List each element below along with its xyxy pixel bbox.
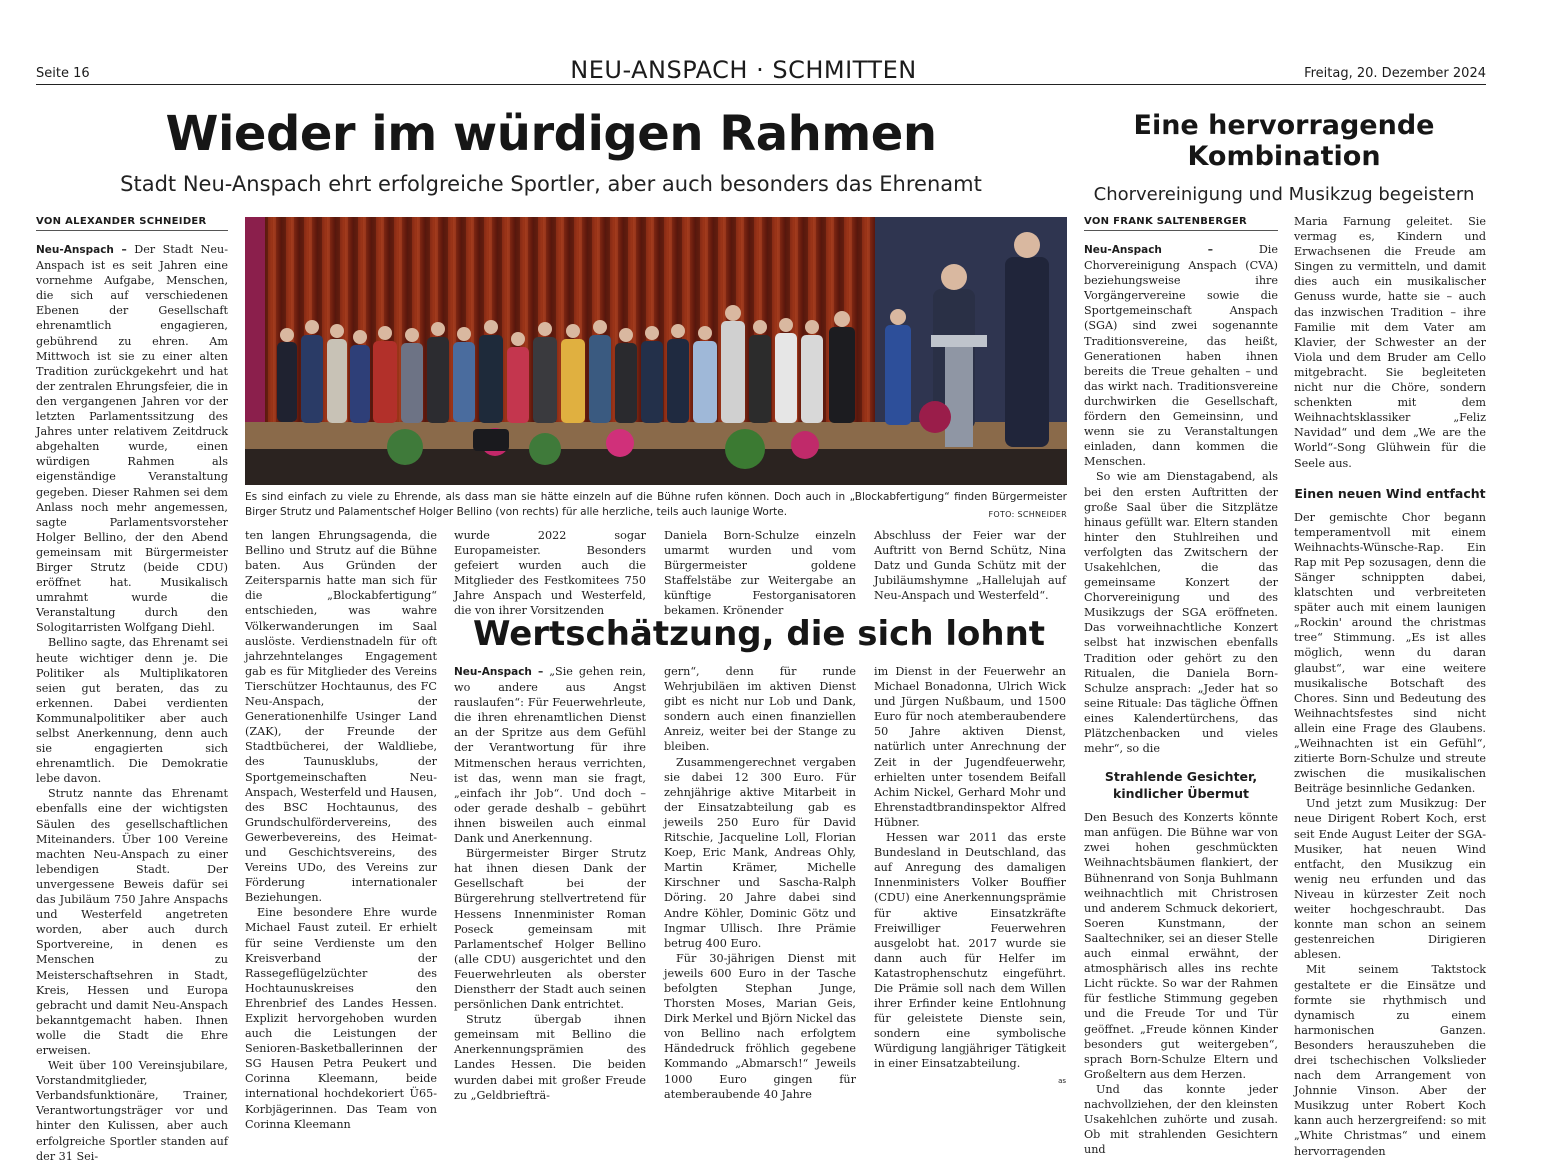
article2-paragraph: Für 30-jährigen Dienst mit jeweils 600 Euro in der Tasche befolgten Stephan Junge, Thorsten Moses, Marian Geis, Dirk Merkel und Björn Nickel das von Bellino nach erfolgtem Händedruck fröhlich gegebene Kommando „Abmarsch!“ Jeweils 1000 Euro gingen für atemberaubende 40 Jahre bbox=[664, 951, 856, 1101]
article3-paragraph: Mit seinem Taktstock gestaltete er die Einsätze und formte sie rhythmisch und dynamisch zu einem harmonischen Ganzen. Besonders herauszuheben die drei tschechischen Volkslieder nach dem Arrangement von Johnnie Vinson. Aber der Musikzug unter Robert Koch kann auch herzergreifend: so mit „White Christmas“ und einem hervorragenden bbox=[1294, 963, 1486, 1158]
article1-column-3 bbox=[454, 528, 646, 618]
page-number: Seite 16 bbox=[36, 66, 90, 81]
article2-paragraph: Zusammengerechnet vergaben sie dabei 12 300 Euro. Für zehnjährige aktive Mitarbeit in der Einsatzabteilung gab es jeweils 250 Euro für David Ritschie, Jacqueline Loll, Florian Koep, Eric Mank, Andreas Ohly, Martin Krämer, Michelle Kirschner und Sascha-Ralph Döring. 20 Jahre dabei sind Andre Köhler, Dominic Götz und Ingmar Ullisch. Ihre Prämie betrug 400 Euro. bbox=[664, 755, 856, 950]
article1-column-5 bbox=[874, 528, 1066, 608]
article1-column-1 bbox=[36, 242, 228, 1163]
article2-paragraph: im Dienst in der Feuerwehr an Michael Bonadonna, Ulrich Wick und Jürgen Nußbaum, und 1500 Euro für noch atemberaubendere 50 Jahre aktiven Dienst, natürlich unter Anrechnung der Zeit in der Jugendfeuerwehr, erhielten unter tosendem Beifall Achim Nickel, Gerhard Mohr und Ehrenstadtbrandinspektor Alfred Hübner. bbox=[874, 665, 1066, 829]
article1-byline: VON ALEXANDER SCHNEIDER bbox=[36, 216, 228, 231]
article1-dateline: Neu-Anspach – bbox=[36, 244, 127, 256]
article1-paragraph: Bellino sagte, das Ehrenamt sei heute wichtiger denn je. Die Politiker als Multiplikatoren seien gut beraten, das zu erkennen. Dabei verdienten Kommunalpolitiker aber auch selbst Anerkennung, denn auch sie engagierten sich ehrenamtlich. Die Demokratie lebe davon. bbox=[36, 636, 228, 786]
article1-paragraph: Abschluss der Feier war der Auftritt von Bernd Schütz, Nina Datz und Gunda Schütz mit der Jubiläumshymne „Hallelujah auf Neu-Anspach und Westerfeld“. bbox=[874, 529, 1066, 603]
article3-paragraph: Der gemischte Chor begann temperamentvoll mit einem Weihnachts-Wünsche-Rap. Ein Rap mit Pep sozusagen, denn die Sänger schnippten dabei, klatschten und verbreiteten später auch mit einem launigen „Rockin' around the christmas tree“ Stimmung. „Es ist alles möglich, wenn du daran glaubst“, war eine weitere musikalische Botschaft des Chores. Sinn und Bedeutung des Weihnachtsfestes sind nicht allein eine Frage des Glaubens. „Weihnachten ist ein Gefühl“, zitierte Born-Schulze und streute zwischen die musikalischen Beiträge besinnliche Gedanken. bbox=[1294, 510, 1486, 796]
article2-column-3 bbox=[874, 664, 1066, 1085]
article1-headline: Wieder im würdigen Rahmen bbox=[165, 106, 937, 162]
article2-paragraph: Bürgermeister Birger Strutz hat ihnen diesen Dank der Gesellschaft bei der Bürgerehrung stellvertretend für Hessens Innenminister Roman Poseck gemeinsam mit Parlamentschef Holger Bellino (alle CDU) ausgerichtet und den Feuerwehrleuten als oberster Dienstherr der Stadt auch seinen persönlichen Dank entrichtet. bbox=[454, 847, 646, 1012]
article2-dateline: Neu-Anspach – bbox=[454, 666, 544, 678]
article1-paragraph: Der Stadt Neu-Anspach ist es seit Jahren eine vornehme Aufgabe, Menschen, die sich auf verschiedenen Ebenen der Gesellschaft ehrenamtlich engagieren, gebührend zu ehren. Am Mittwoch ist sie zu einer alten Tradition zurückgekehrt und hat der zentralen Ehrungsfeier, die in den vergangenen Jahren vor der letzten Parlamentssitzung des Jahres unter relativem Zeitdruck abgehalten wurde, einen würdigen Rahmen als eigenständige Veranstaltung gegeben. Dieser Rahmen sei dem Anlass noch mehr angemessen, sagte Parlamentsvorsteher Holger Bellino, der den Abend gemeinsam mit Bürgermeister Birger Strutz (beide CDU) eröffnet hat. Musikalisch umrahmt wurde die Veranstaltung durch den Sologitarristen Wolfgang Diehl. bbox=[36, 243, 228, 635]
article1-paragraph: Weit über 100 Vereinsjubilare, Vorstandmitglieder, Verbandsfunktionäre, Trainer, Verantwortungsträger vor und hinter den Kulissen, aber auch erfolgreiche Sportler standen auf der 31 Sei- bbox=[36, 1059, 228, 1163]
article1-column-2 bbox=[245, 528, 437, 1131]
article2-signature: as bbox=[1058, 1076, 1066, 1085]
article2-headline: Wertschätzung, die sich lohnt bbox=[472, 614, 1046, 654]
article3-column-1 bbox=[1084, 242, 1278, 1157]
article3-headline: Eine hervorragende Kombination bbox=[1133, 110, 1435, 172]
article2-paragraph: Strutz übergab ihnen gemeinsam mit Bellino die Anerkennungsprämien des Landes Hessen. Die beiden wurden dabei mit großer Freude zu „Geldbriefträ- bbox=[454, 1013, 646, 1102]
ceremony-photo bbox=[245, 217, 1067, 485]
article2-paragraph: gern“, denn für runde Wehrjubiläen im aktiven Dienst gibt es nicht nur Lob und Dank, sondern auch einen finanziellen Anreiz, weiter bei der Stange zu bleiben. bbox=[664, 665, 856, 754]
photo-credit: FOTO: SCHNEIDER bbox=[988, 510, 1067, 519]
article3-paragraph: Maria Farnung geleitet. Sie vermag es, Kindern und Erwachsenen die Freude am Singen zu vermitteln, und damit dies auch ein musikalischer Genuss wurde, hatte sie – auch das inzwischen Tradition – ihre Familie mit dem Vater am Klavier, der Schwester an der Viola und dem Bruder am Cello mitgebracht. Sie begleiteten nicht nur die Chöre, sondern schenkten mit dem Weihnachtsklassiker „Feliz Navidad“ und dem „We are the World“-Song Glühwein für die Seele aus. bbox=[1294, 215, 1486, 470]
article3-column-2 bbox=[1294, 214, 1486, 1158]
photo-caption bbox=[245, 490, 1067, 522]
section-title: NEU-ANSPACH · SCHMITTEN bbox=[570, 56, 917, 84]
header-rule bbox=[36, 84, 1486, 85]
article1-paragraph: Daniela Born-Schulze einzeln umarmt wurden und vom Bürgermeister goldene Staffelstäbe zur Weitergabe an künftige Festorganisatoren bekamen. Krönender bbox=[664, 529, 856, 618]
article3-subhead-2: Einen neuen Wind entfacht bbox=[1294, 485, 1486, 501]
article2-paragraph: Hessen war 2011 das erste Bundesland in Deutschland, das auf Anregung des damaligen Innenministers Volker Bouffier (CDU) eine Anerkennungsprämie für aktive Einsatzkräfte Freiwilliger Feuerwehren ausgelobt hat. 2017 wurde sie dann auch für Helfer im Katastrophenschutz eingeführt. Die Prämie soll nach dem Willen ihrer Erfinder keine Entlohnung für geleistete Dienste sein, sondern eine symbolische Würdigung langjähriger Tätigkeit in einer Einsatzabteilung. bbox=[874, 831, 1066, 1071]
article3-paragraph: So wie am Dienstagabend, als bei den ersten Auftritten der große Saal über die Sitzplätze hinaus gefüllt war. Eltern standen hinter den Stuhlreihen und verfolgten das Zwitschern der Usakehlchen, die das gemeinsame Konzert der Chorvereinigung und des Musikzugs der SGA eröffneten. Das vorweihnachtliche Konzert selbst hat inzwischen ebenfalls Tradition oder gehört zu den Ritualen, die Daniela Born-Schulze ansprach: „Jeder hat so seine Rituale: Das tägliche Öffnen eines Kalendertürchens, das Plätzchenbacken und vieles mehr“, so die bbox=[1084, 470, 1278, 756]
article3-subheadline: Chorvereinigung und Musikzug begeistern bbox=[1093, 184, 1475, 205]
issue-date: Freitag, 20. Dezember 2024 bbox=[1304, 66, 1486, 81]
article1-paragraph: ten langen Ehrungsagenda, die Bellino und Strutz auf die Bühne baten. Aus Gründen der Zeitersparnis hatte man sich für die „Blockabfertigung“ entschieden, was wahre Völkerwanderungen im Saal auslöste. Verdienstnadeln für oft jahrzehntelanges Engagement gab es für Mitglieder des Vereins Tierschützer Hochtaunus, des FC Neu-Anspach, der Generationenhilfe Usinger Land (ZAK), der Freunde der Stadtbücherei, der Waldliebe, des Taunusklubs, der Sportgemeinschaften Neu-Anspach, Westerfeld und Hausen, des BSC Hochtaunus, des Grundschulfördervereins, des Gewerbevereins, des Heimat- und Geschichtsvereins, des Vereins UDo, des Vereins zur Förderung internationaler Beziehungen. bbox=[245, 529, 437, 905]
article1-paragraph: Eine besondere Ehre wurde Michael Faust zuteil. Er erhielt für seine Verdienste um den Kreisverband der Rassegeflügelzüchter des Hochtaunuskreises den Ehrenbrief des Landes Hessen. Explizit hervorgehoben wurden auch die Leistungen der Senioren-Basketballerinnen der SG Hausen Petra Peukert und Corinna Kleemann, beide international hochdekoriert Ü65-Korbjägerinnen. Das Team von Corinna Kleemann bbox=[245, 906, 437, 1131]
article3-subhead-1: Strahlende Gesichter, kindlicher Übermut bbox=[1104, 769, 1258, 802]
article3-paragraph: Die Chorvereinigung Anspach (CVA) beziehungsweise ihre Vorgängervereine sowie die Sportgemeinschaft Anspach (SGA) sind zwei sogenannte Traditionsvereine, das heißt, Generationen haben ihnen bereits die Treue gehalten – und das wirkt nach. Traditionsvereine durchwirken die Gesellschaft, fördern den Gemeinsinn, und wenn sie zu Veranstaltungen einladen, dann kommen die Menschen. bbox=[1084, 243, 1278, 469]
article1-column-4 bbox=[664, 528, 856, 618]
article2-paragraph: „Sie gehen rein, wo andere aus Angst rauslaufen“: Für Feuerwehrleute, die ihren ehrenamtlichen Dienst an der Spritze aus dem Gefühl der Verantwortung für ihre Mitmenschen heraus verrichten, ist das, wenn man sie fragt, „einfach ihr Job“. Und doch – oder gerade deshalb – gebührt ihnen bisweilen auch einmal Dank und Anerkennung. bbox=[454, 665, 646, 846]
article3-paragraph: Und das konnte jeder nachvollziehen, der den kleinsten Usakehlchen zuhörte und zusah. Ob mit strahlenden Gesichtern und bbox=[1084, 1082, 1278, 1157]
article3-dateline: Neu-Anspach – bbox=[1084, 244, 1214, 256]
article3-paragraph: Und jetzt zum Musikzug: Der neue Dirigent Robert Koch, erst seit Ende August Leiter der SGA-Musiker, hat neuen Wind entfacht, den Musikzug ein wenig neu erfunden und das Niveau in kürzester Zeit noch weiter hochgeschraubt. Das konnte man schon an seinem gestenreichen Dirigieren ablesen. bbox=[1294, 797, 1486, 962]
article2-column-1 bbox=[454, 664, 646, 1102]
article1-paragraph: Strutz nannte das Ehrenamt ebenfalls eine der wichtigsten Säulen des gesellschaftlichen Miteinanders. Über 100 Vereine machten Neu-Anspach zu einer lebendigen Stadt. Der unvergessene Beweis dafür sei das Jubiläum 750 Jahre Anspachs und Westerfeld angetreten worden, aber auch durch Sportvereine, in denen es Menschen zu Meisterschaftsehren in Stadt, Kreis, Hessen und Europa gebracht und damit Neu-Anspach bekanntgemacht haben. Ihnen wolle die Stadt die Ehre erweisen. bbox=[36, 787, 228, 1057]
article3-paragraph: Den Besuch des Konzerts könnte man anfügen. Die Bühne war von zwei hohen geschmückten Weihnachtsbäumen flankiert, der Bühnenrand von Sonja Buhlmann weihnachtlich mit Christrosen und anderem Schmuck dekoriert, Soeren Kunstmann, der Saaltechniker, sei an dieser Stelle auch einmal erwähnt, der atmosphärisch alles ins rechte Licht rückte. So war der Rahmen für festliche Stimmung gegeben und die Freude Tor und Tür geöffnet. „Freude können Kinder besonders gut weitergeben“, sprach Born-Schulze Eltern und Großeltern aus dem Herzen. bbox=[1084, 811, 1278, 1081]
article2-column-2 bbox=[664, 664, 856, 1101]
article1-subheadline: Stadt Neu-Anspach ehrt erfolgreiche Sportler, aber auch besonders das Ehrenamt bbox=[120, 172, 982, 196]
article1-paragraph: wurde 2022 sogar Europameister. Besonders gefeiert wurden auch die Mitglieder des Festkomitees 750 Jahre Anspach und Westerfeld, die von ihrer Vorsitzenden bbox=[454, 529, 646, 618]
article3-byline: VON FRANK SALTENBERGER bbox=[1084, 216, 1278, 231]
photo-caption-text: Es sind einfach zu viele zu Ehrende, als dass man sie hätte einzeln auf die Bühne rufen können. Doch auch in „Blockabfertigung“ finden Bürgermeister Birger Strutz und Palamentschef Holger Bellino (von rechts) für alle herzliche, teils auch launige Worte. bbox=[245, 491, 1067, 518]
